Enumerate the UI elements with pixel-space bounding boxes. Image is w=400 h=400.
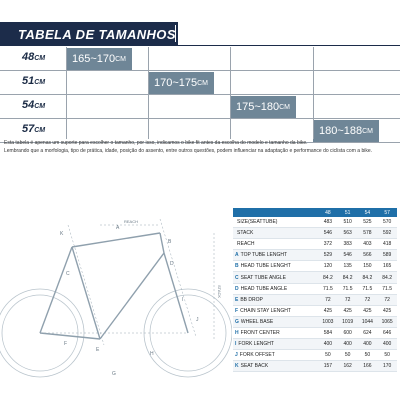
table-row (233, 305, 397, 316)
size-row (0, 47, 400, 71)
measure-value: 150 (358, 261, 378, 272)
table-row (233, 272, 397, 283)
measure-value: 157 (318, 361, 338, 372)
measure-value: 400 (377, 339, 397, 350)
bike-geometry-drawing (0, 205, 232, 395)
measure-value: 50 (377, 350, 397, 361)
measure-name-cell (233, 316, 318, 327)
measure-value: 50 (338, 350, 358, 361)
measure-value: 589 (377, 250, 397, 261)
measure-value: 72 (338, 294, 358, 305)
measure-name-cell (233, 350, 318, 361)
stack-label: STACK (217, 285, 222, 299)
measure-value: 1003 (318, 316, 338, 327)
measure-value: 510 (338, 217, 358, 228)
measure-value: 383 (338, 239, 358, 250)
measure-value: 71.5 (358, 283, 378, 294)
rider-height-unit: CM (197, 79, 209, 87)
measure-key: I (235, 341, 237, 348)
frame-size-label (22, 51, 45, 63)
measure-value: 425 (338, 305, 358, 316)
measure-name: SIZE(SEATTUBE) (237, 219, 278, 226)
measure-value: 1019 (338, 316, 358, 327)
frame-size-unit: CM (34, 127, 46, 134)
table-row (233, 350, 397, 361)
rider-height-unit: CM (362, 127, 374, 135)
size-grid (0, 47, 400, 143)
frame-size-unit: CM (34, 79, 46, 86)
geometry-table (233, 208, 397, 372)
measure-value: 529 (318, 250, 338, 261)
measure-value: 120 (318, 261, 338, 272)
measure-value: 425 (377, 305, 397, 316)
measure-value: 546 (318, 228, 338, 239)
measure-name: WHEEL BASE (240, 318, 274, 325)
dimension-letter: I (182, 297, 184, 303)
frame-size-value: 57 (22, 123, 35, 135)
measure-value: 584 (318, 327, 338, 338)
rider-height-value: 175~180 (235, 101, 280, 113)
measure-value: 50 (318, 350, 338, 361)
measure-value: 72 (377, 294, 397, 305)
measure-name: HEAD TUBE ANGLE (240, 285, 288, 292)
measure-name: FORK OFFSET (239, 352, 275, 359)
measure-name-cell (233, 217, 318, 228)
rider-height-cell (66, 48, 132, 70)
measure-name: FRONT CENTER (240, 329, 280, 336)
measure-value: 71.5 (377, 283, 397, 294)
dimension-letter: G (112, 371, 116, 377)
measure-value: 546 (338, 250, 358, 261)
measure-value: 425 (358, 305, 378, 316)
dimension-letter: H (150, 351, 154, 357)
grid-divider (66, 47, 67, 139)
rider-height-cell (230, 96, 296, 118)
measure-value: 72 (358, 294, 378, 305)
grid-divider (148, 47, 149, 139)
rider-height-unit: CM (279, 103, 291, 111)
measure-key: F (235, 307, 239, 314)
dimension-letter: K (60, 231, 64, 237)
size-row (0, 95, 400, 119)
measure-value: 400 (338, 339, 358, 350)
table-row (233, 294, 397, 305)
measure-value: 170 (377, 361, 397, 372)
dimension-letter: F (64, 341, 68, 347)
measure-name-cell (233, 261, 318, 272)
measure-key: E (235, 296, 239, 303)
size-row (0, 71, 400, 95)
measure-key: G (235, 318, 239, 325)
people-icon (180, 28, 192, 40)
frame-size-value: 48 (22, 51, 35, 63)
measure-value: 162 (338, 361, 358, 372)
frame-size-value: 51 (22, 75, 35, 87)
measure-value: 525 (358, 217, 378, 228)
measure-name-cell (233, 339, 318, 350)
table-row (233, 316, 397, 327)
table-row (233, 327, 397, 338)
measure-name-cell (233, 250, 318, 261)
measure-name-cell (233, 228, 318, 239)
table-row (233, 250, 397, 261)
measure-name-cell (233, 272, 318, 283)
measure-name-cell (233, 305, 318, 316)
table-row (233, 217, 397, 228)
measure-value: 600 (338, 327, 358, 338)
dimension-letter: B (168, 239, 172, 245)
measure-value: 400 (358, 339, 378, 350)
measure-value: 1065 (377, 316, 397, 327)
measure-value: 84.2 (358, 272, 378, 283)
table-row (233, 339, 397, 350)
measure-key: H (235, 329, 239, 336)
frame-size-label (22, 123, 45, 135)
measure-value: 646 (377, 327, 397, 338)
dimension-letter: C (66, 271, 70, 277)
rider-height-unit: CM (115, 55, 127, 63)
measure-value: 563 (338, 228, 358, 239)
measure-key: K (235, 363, 239, 370)
measure-key: J (235, 352, 238, 359)
measure-name: CHAIN STAY LENGHT (240, 307, 291, 314)
table-header-size: 54 (358, 208, 378, 217)
measure-key: A (235, 252, 239, 259)
table-row (233, 228, 397, 239)
measure-name-cell (233, 361, 318, 372)
measure-key: B (235, 263, 239, 270)
measure-name: REACH (237, 241, 255, 248)
table-row (233, 261, 397, 272)
header-rule (178, 45, 400, 46)
measure-name: HEAD TUBE LENGHT (240, 263, 291, 270)
grid-divider (313, 47, 314, 139)
measure-name-cell (233, 327, 318, 338)
rider-height-cell (148, 72, 214, 94)
rider-height-value: 170~175 (153, 77, 198, 89)
measure-value: 566 (358, 250, 378, 261)
measure-value: 84.2 (338, 272, 358, 283)
dimension-letter: J (196, 317, 199, 323)
table-row (233, 361, 397, 372)
measure-value: 84.2 (377, 272, 397, 283)
note-line-2: Lembrando que a morfologia, tipo de prática, idade, posição do assento, entre outros questões, podem influenciar na adaptação e performance do ciclista com a bike. (4, 148, 373, 154)
table-row (233, 283, 397, 294)
measure-name-cell (233, 283, 318, 294)
measure-key: C (235, 274, 239, 281)
measure-value: 1044 (358, 316, 378, 327)
measure-value: 372 (318, 239, 338, 250)
reach-label: REACH (124, 219, 139, 224)
measure-key: D (235, 285, 239, 292)
measure-value: 570 (377, 217, 397, 228)
measure-value: 72 (318, 294, 338, 305)
measure-name: SEAT TUBE ANGLE (240, 274, 286, 281)
measure-value: 592 (377, 228, 397, 239)
dimension-letter: D (170, 261, 174, 267)
measure-value: 578 (358, 228, 378, 239)
measure-value: 166 (358, 361, 378, 372)
dimension-letter: A (116, 225, 120, 231)
measure-value: 84.2 (318, 272, 338, 283)
table-header-blank (233, 208, 318, 217)
measure-value: 71.5 (318, 283, 338, 294)
measure-value: 71.5 (338, 283, 358, 294)
rider-height-value: 165~170 (71, 53, 116, 65)
table-row (233, 239, 397, 250)
table-header-size: 57 (377, 208, 397, 217)
frame-size-value: 54 (22, 99, 35, 111)
header-bracket (172, 25, 176, 42)
rider-height-value: 180~188 (318, 125, 363, 137)
measure-value: 400 (318, 339, 338, 350)
grid-divider (230, 47, 231, 139)
measure-value: 165 (377, 261, 397, 272)
frame-size-label (22, 99, 45, 111)
measure-value: 483 (318, 217, 338, 228)
measure-value: 624 (358, 327, 378, 338)
measure-name: BB DROP (240, 296, 263, 303)
rider-height-cell (313, 120, 379, 142)
page-title: TABELA DE TAMANHOS (18, 26, 176, 42)
note-line-1: Esta tabela é apenas um suporte para escolher o tamanho, por isso, indicamos o bike fit antes da escolha do modelo e tamanho da bike. (4, 140, 308, 146)
frame-size-label (22, 75, 45, 87)
measure-name: SEAT BACK (240, 363, 269, 370)
size-chart-header (0, 22, 178, 46)
measure-name: TOP TUBE LENGHT (240, 252, 288, 259)
dimension-letter: E (96, 347, 100, 353)
measure-name-cell (233, 239, 318, 250)
measure-value: 135 (338, 261, 358, 272)
measure-value: 403 (358, 239, 378, 250)
measure-name: FORK LENGHT (238, 341, 274, 348)
table-header-size: 48 (318, 208, 338, 217)
table-header-size: 51 (338, 208, 358, 217)
frame-size-unit: CM (34, 103, 46, 110)
measure-name: STACK (237, 230, 254, 237)
measure-value: 418 (377, 239, 397, 250)
measure-name-cell (233, 294, 318, 305)
measure-value: 425 (318, 305, 338, 316)
measure-value: 50 (358, 350, 378, 361)
frame-size-unit: CM (34, 55, 46, 62)
